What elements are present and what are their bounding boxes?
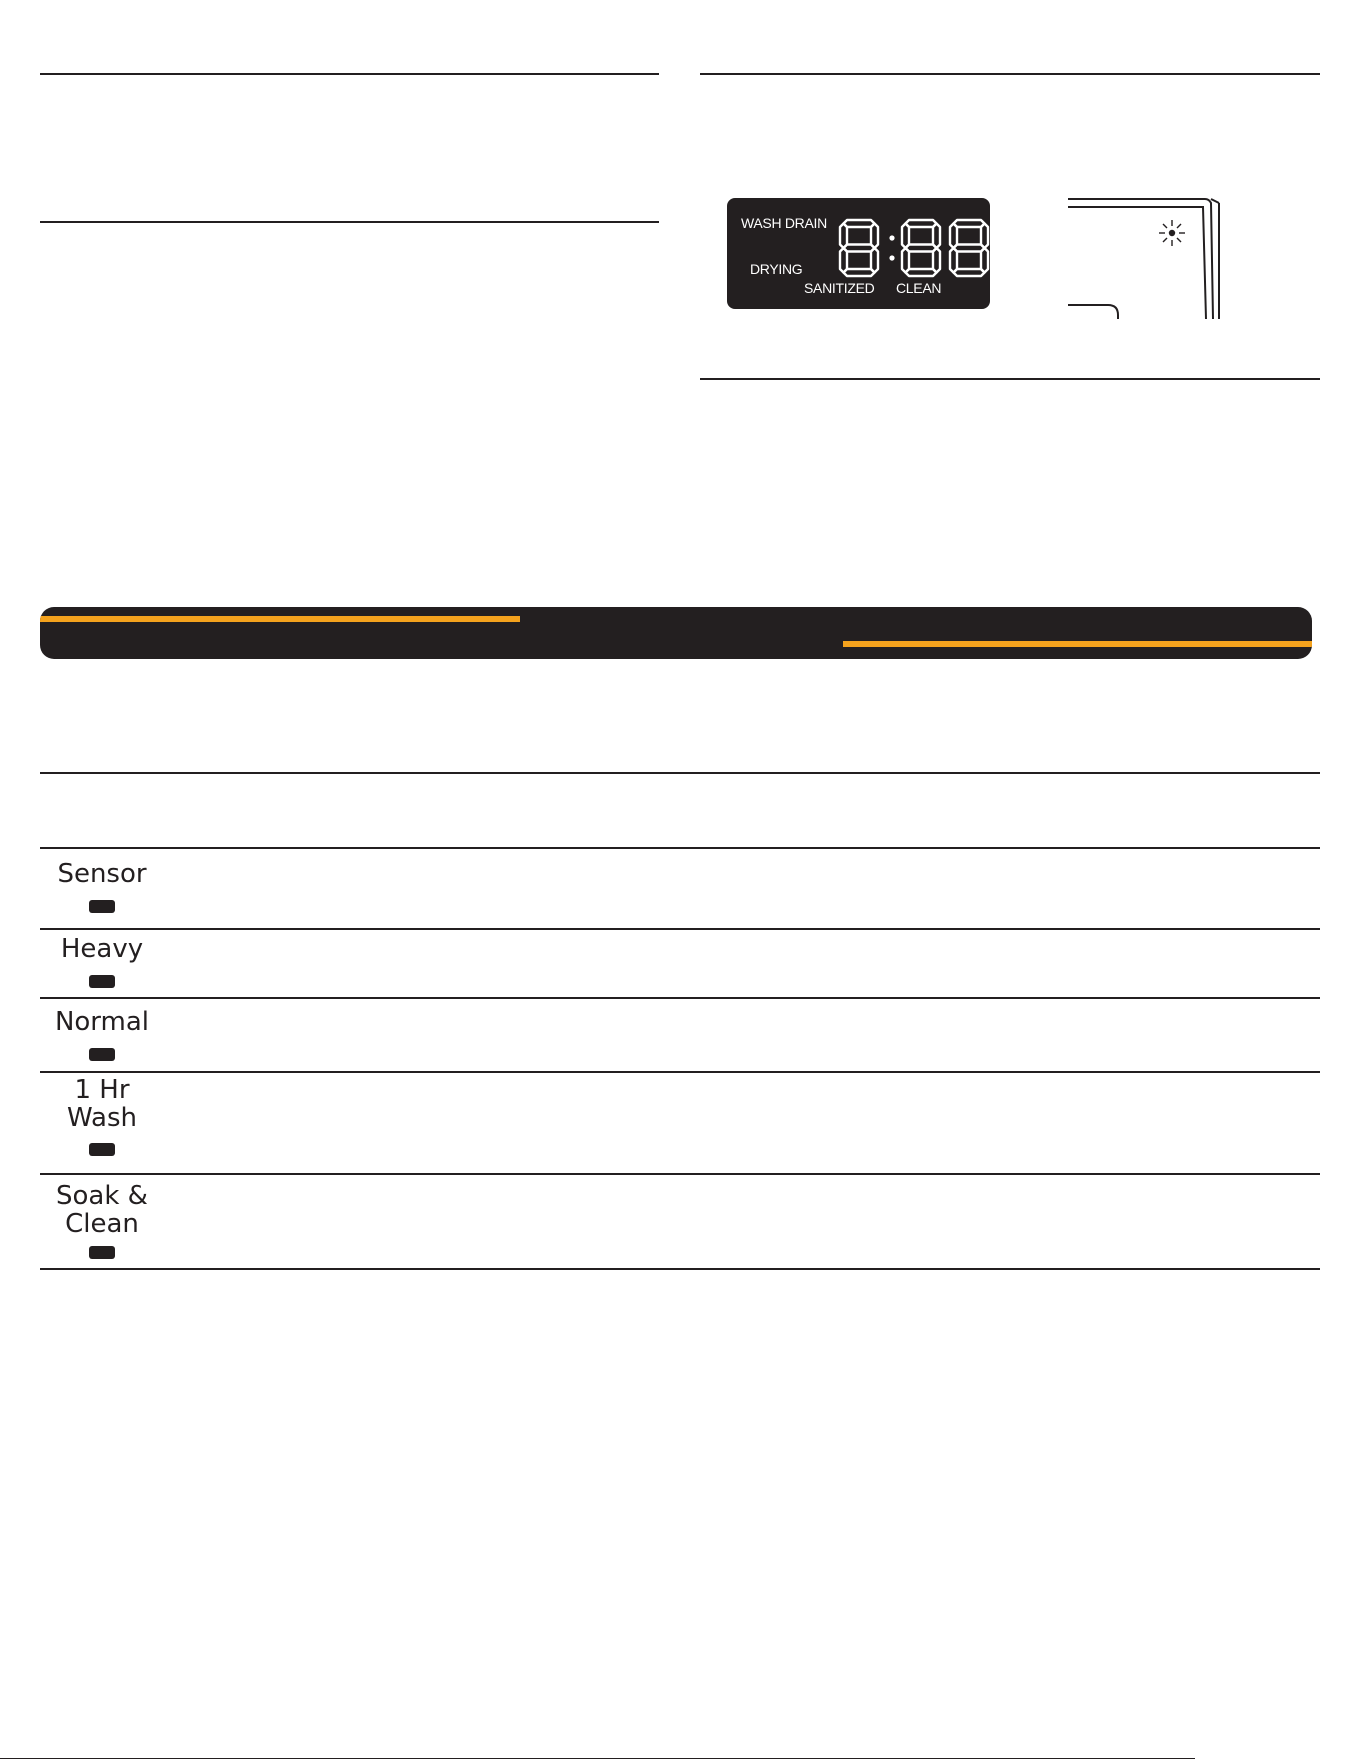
footer-rule bbox=[0, 1758, 1195, 1759]
digit-segment bbox=[950, 224, 957, 249]
clean-label: CLEAN bbox=[896, 280, 942, 296]
cycle-button-soak-clean[interactable] bbox=[89, 1246, 115, 1259]
digit-segment bbox=[954, 220, 985, 227]
digit-segment bbox=[981, 224, 988, 249]
banner-stripe-right bbox=[843, 641, 1312, 647]
cycle-button-sensor[interactable] bbox=[89, 900, 115, 913]
digit-segment bbox=[906, 220, 937, 227]
door-edge-diagram bbox=[1064, 195, 1224, 320]
cycle-name-soak-clean: Soak & Clean bbox=[56, 1181, 148, 1239]
top-right-rule-2 bbox=[700, 378, 1320, 380]
digit-segment bbox=[902, 248, 909, 273]
cycle-table-rule-header bbox=[40, 847, 1320, 849]
digit-segment bbox=[902, 224, 909, 249]
digit-segment bbox=[933, 224, 940, 249]
digit-segment bbox=[906, 269, 937, 276]
wash-drain-label: WASH DRAIN bbox=[741, 215, 827, 231]
colon-dot bbox=[889, 255, 894, 260]
cycle-button-1hr-wash[interactable] bbox=[89, 1143, 115, 1156]
cycle-table-rule-bottom bbox=[40, 1268, 1320, 1270]
digit-segment bbox=[933, 248, 940, 273]
digit-segment bbox=[906, 245, 937, 252]
digit-segment bbox=[840, 224, 847, 249]
cycle-name-1hr-wash: 1 Hr Wash bbox=[66, 1075, 137, 1133]
seven-segment-digits bbox=[727, 198, 990, 309]
top-right-rule-1 bbox=[700, 73, 1320, 75]
drying-label: DRYING bbox=[750, 261, 803, 277]
cycle-row-rule bbox=[40, 997, 1320, 999]
cycle-row-rule bbox=[40, 928, 1320, 930]
cycle-button-heavy[interactable] bbox=[89, 975, 115, 988]
banner-stripe-left bbox=[40, 616, 520, 622]
top-left-rule-2 bbox=[40, 221, 659, 223]
light-burst-icon bbox=[1159, 220, 1185, 246]
digit-segment bbox=[871, 248, 878, 273]
digit-segment bbox=[871, 224, 878, 249]
cycle-button-normal[interactable] bbox=[89, 1048, 115, 1061]
cycle-name-normal: Normal bbox=[54, 1007, 150, 1037]
section-banner bbox=[40, 607, 1312, 659]
cycle-row-rule bbox=[40, 1071, 1320, 1073]
digit-segment bbox=[844, 220, 875, 227]
colon-dot bbox=[889, 235, 894, 240]
top-left-rule-1 bbox=[40, 73, 659, 75]
cycle-table-rule-top bbox=[40, 772, 1320, 774]
digit-segment bbox=[840, 248, 847, 273]
cycle-name-sensor: Sensor bbox=[57, 859, 147, 889]
digit-segment bbox=[844, 245, 875, 252]
digit-segment bbox=[950, 248, 957, 273]
status-display bbox=[727, 198, 990, 309]
sanitized-label: SANITIZED bbox=[804, 280, 875, 296]
digit-segment bbox=[954, 269, 985, 276]
digit-segment bbox=[954, 245, 985, 252]
digit-segment bbox=[844, 269, 875, 276]
digit-segment bbox=[981, 248, 988, 273]
cycle-row-rule bbox=[40, 1173, 1320, 1175]
cycle-name-heavy: Heavy bbox=[60, 934, 144, 964]
